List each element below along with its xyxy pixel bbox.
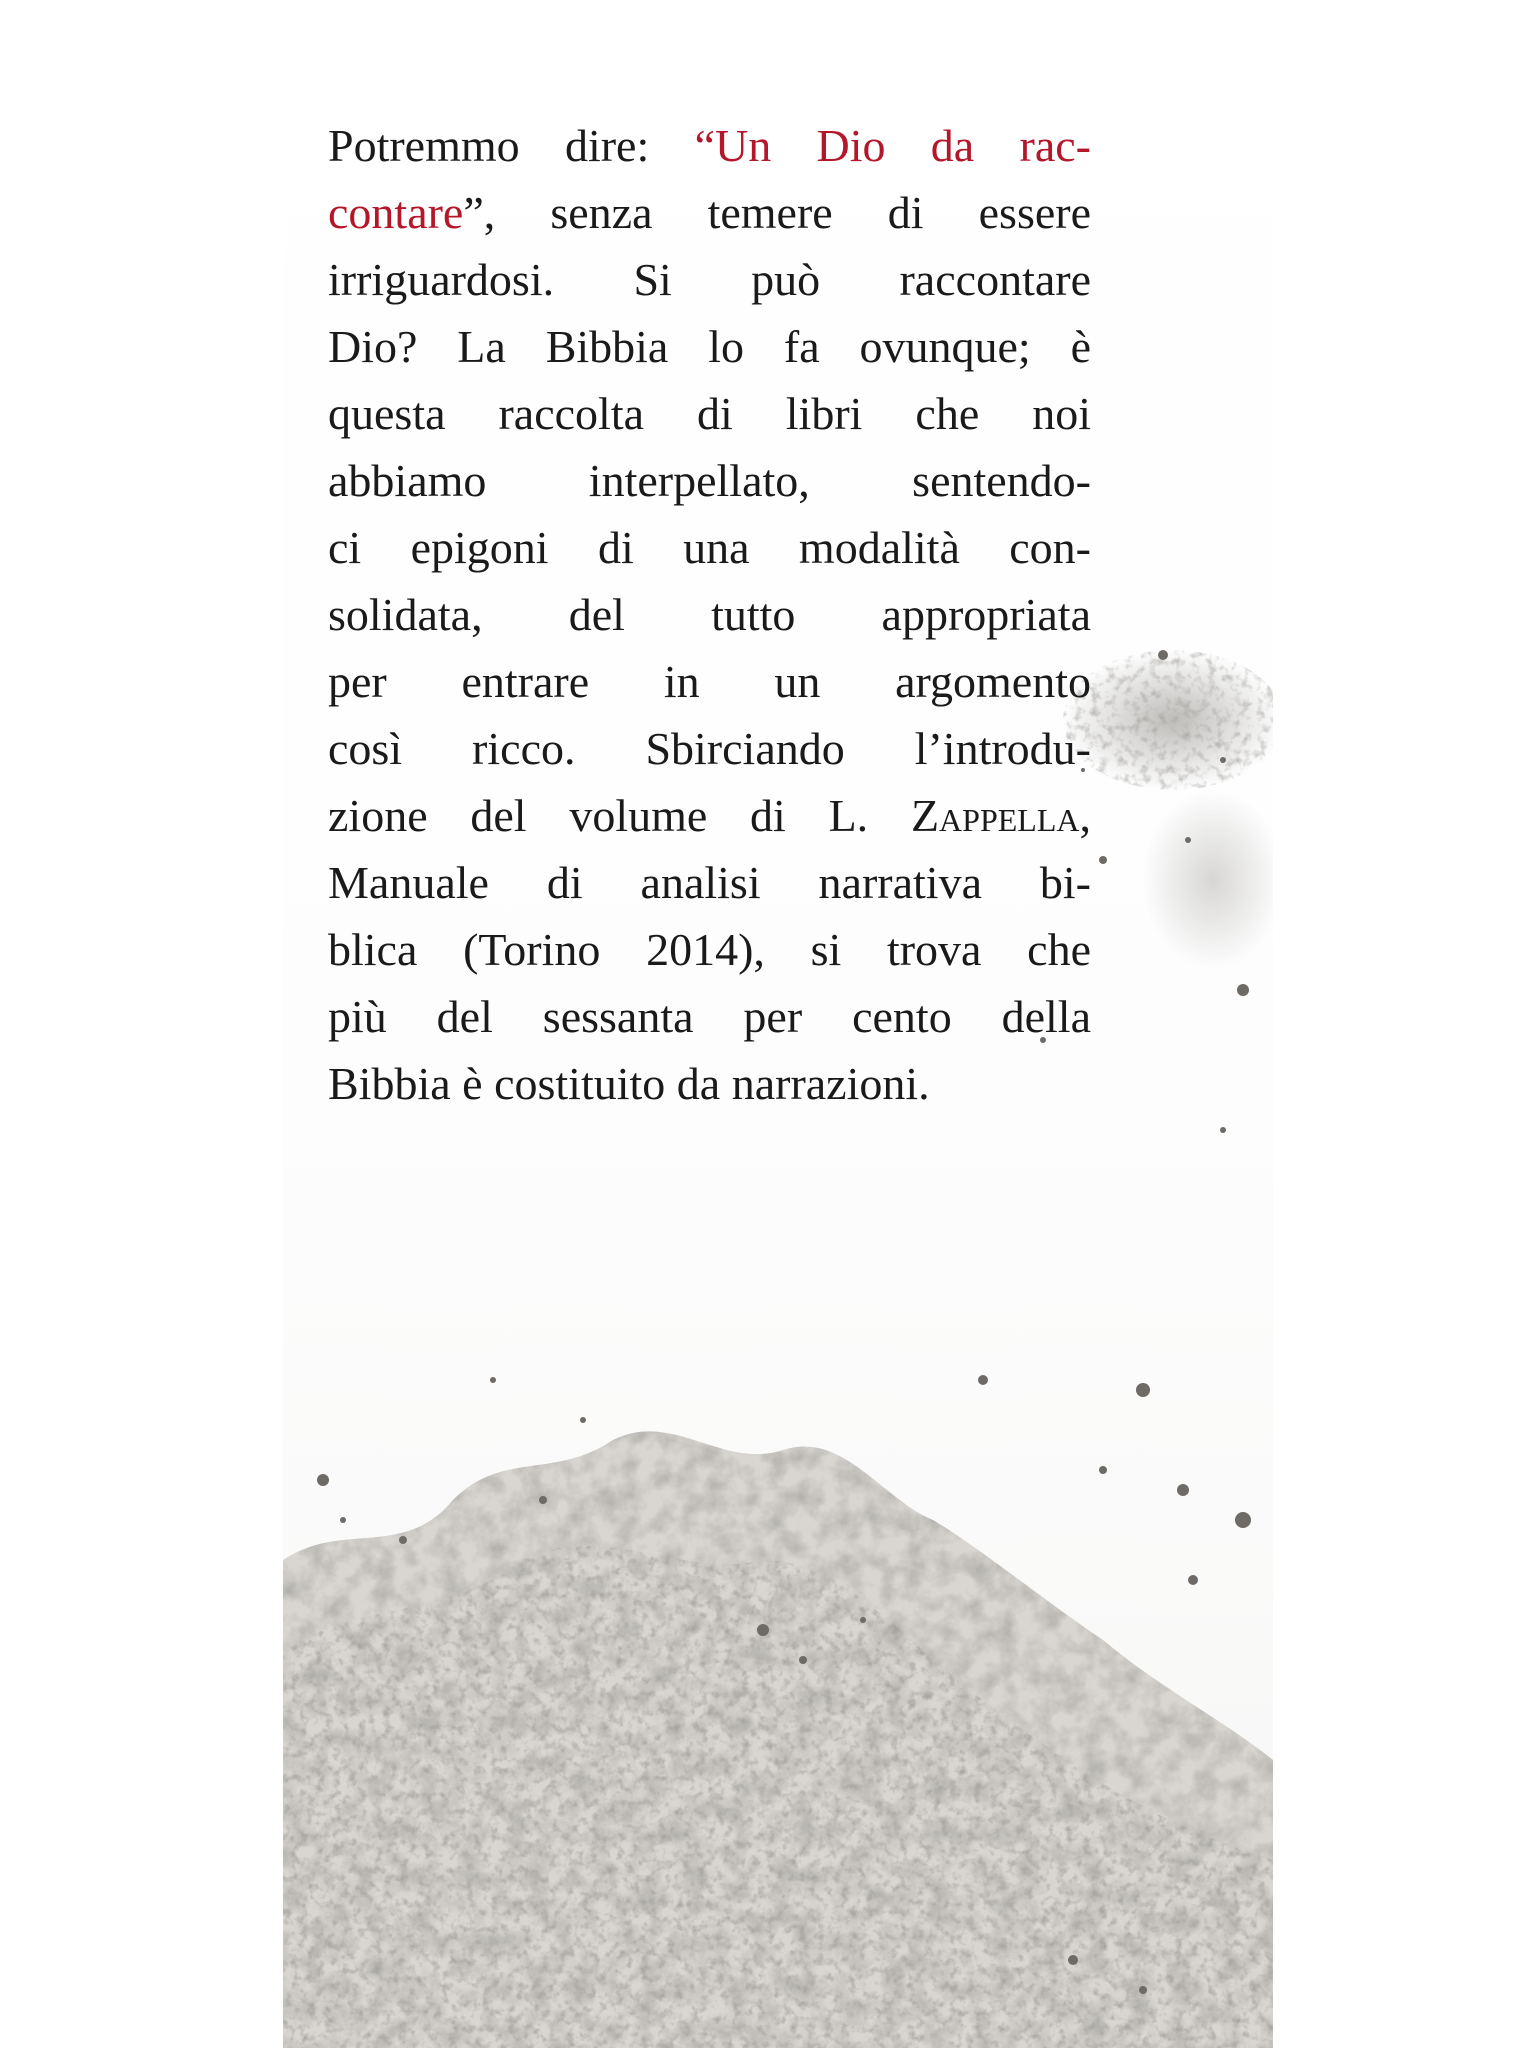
- text-line-2: contare”, senza temere di essere: [328, 187, 1091, 238]
- text-line-15: Bibbia è costituito da narrazioni.: [328, 1058, 930, 1109]
- text-line-7: ci epigoni di una modalità con-: [328, 522, 1091, 573]
- text-line-12: Manuale di analisi narrativa bi-: [328, 857, 1091, 908]
- text-line-3: irriguardosi. Si può raccontare: [328, 254, 1091, 305]
- text-line-13: blica (Torino 2014), si trova che: [328, 924, 1091, 975]
- text-line-14: più del sessanta per cento della: [328, 991, 1091, 1042]
- highlighted-title: “Un Dio da rac-: [694, 120, 1091, 171]
- page-panel: [283, 0, 1273, 2048]
- text-line-5: questa raccolta di libri che noi: [328, 388, 1091, 439]
- text-line-4: Dio? La Bibbia lo fa ovunque; è: [328, 321, 1091, 372]
- highlighted-title-continued: contare: [328, 187, 464, 238]
- text-line-6: abbiamo interpellato, sentendo-: [328, 455, 1091, 506]
- author-name: Zappella: [910, 790, 1080, 841]
- text-line-8: solidata, del tutto appropriata: [328, 589, 1091, 640]
- text-line-1: Potremmo dire: “Un Dio da rac-: [328, 120, 1091, 171]
- text-line-9: per entrare in un argomento: [328, 656, 1091, 707]
- text-line-11: zione del volume di L. Zappella,: [328, 790, 1091, 841]
- body-paragraph: [328, 112, 1091, 1117]
- text-line-10: così ricco. Sbirciando l’introdu-: [328, 723, 1091, 774]
